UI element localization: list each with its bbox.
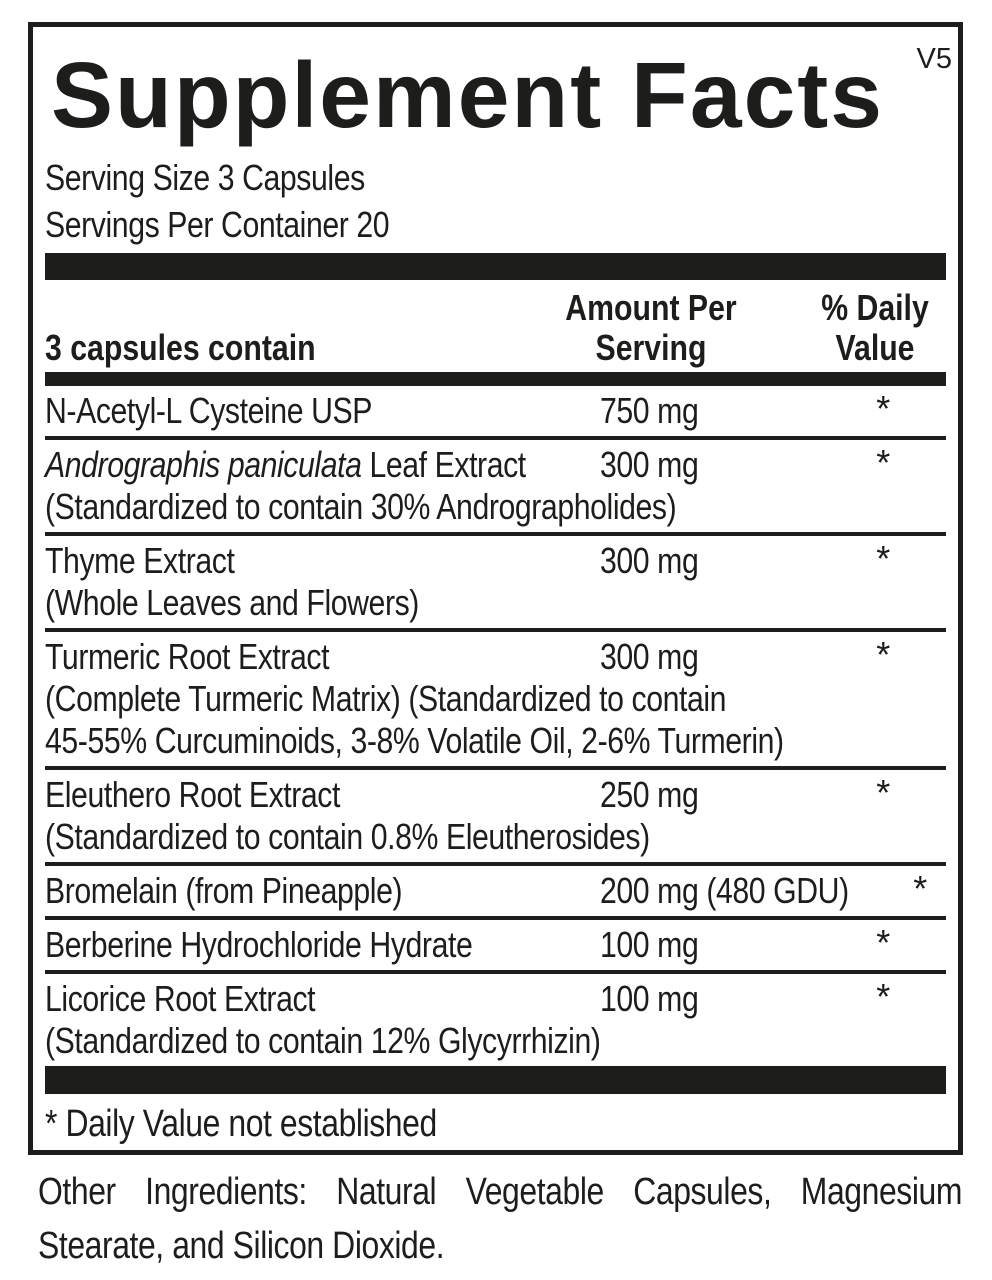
- amount-column-header: [545, 288, 757, 368]
- ingredient-name: Eleuthero Root Extract: [45, 774, 340, 815]
- other-ingredients: [38, 1165, 962, 1273]
- daily-value-cell: *: [876, 538, 890, 579]
- other-ingredients-line-1: Other Ingredients: Natural Vegetable Capsules, Magnesium: [38, 1171, 962, 1213]
- daily-value-footnote: * Daily Value not established: [45, 1103, 437, 1145]
- row-bromelain: [45, 862, 946, 916]
- amount-value: 300 mg: [600, 540, 699, 581]
- table-header-row: [45, 280, 946, 372]
- serving-size: Serving Size 3 Capsules: [45, 157, 365, 198]
- other-ingredients-line-2: Stearate, and Silicon Dioxide.: [38, 1225, 445, 1267]
- row-thyme: [45, 532, 946, 628]
- version-tag: V5: [916, 43, 952, 75]
- separator-bar-top: [45, 253, 946, 280]
- amount-value: 300 mg: [600, 636, 699, 677]
- ingredient-name: Bromelain (from Pineapple): [45, 870, 403, 911]
- daily-value-cell: *: [876, 634, 890, 675]
- row-berberine: [45, 916, 946, 970]
- ingredients-column-header: [45, 328, 367, 368]
- daily-value-cell: *: [913, 868, 927, 909]
- daily-value-cell: *: [876, 442, 890, 483]
- daily-value-cell: *: [876, 388, 890, 429]
- amount-value: 250 mg: [600, 774, 699, 815]
- ingredient-detail: (Whole Leaves and Flowers): [45, 582, 419, 623]
- daily-value-cell: *: [876, 922, 890, 963]
- separator-bar-bottom: [45, 1066, 946, 1094]
- ingredient-detail: (Complete Turmeric Matrix) (Standardized to contain: [45, 678, 727, 719]
- row-eleuthero: [45, 766, 946, 862]
- daily-value-cell: *: [876, 976, 890, 1017]
- amount-column-header-label: Amount Per Serving: [565, 287, 737, 368]
- ingredient-detail: (Standardized to contain 30% Andrographolides): [45, 486, 677, 527]
- label-title: Supplement Facts: [51, 43, 884, 147]
- amount-value: 100 mg: [600, 924, 699, 965]
- daily-value-column-header-label: % Daily Value: [821, 287, 929, 368]
- amount-value: 200 mg (480 GDU): [600, 870, 849, 911]
- ingredient-name: N-Acetyl-L Cysteine USP: [45, 390, 372, 431]
- row-n-acetyl-l-cysteine: [45, 386, 946, 436]
- daily-value-cell: *: [876, 772, 890, 813]
- amount-value: 100 mg: [600, 978, 699, 1019]
- servings-per-container: Servings Per Container 20: [45, 204, 390, 245]
- ingredient-table: [45, 386, 946, 1066]
- ingredient-name: Berberine Hydrochloride Hydrate: [45, 924, 473, 965]
- ingredient-name-rest: Leaf Extract: [361, 444, 526, 485]
- row-licorice: [45, 970, 946, 1066]
- row-andrographis: [45, 436, 946, 532]
- ingredient-name: Thyme Extract: [45, 540, 235, 581]
- ingredient-detail: 45-55% Curcuminoids, 3-8% Volatile Oil, 2-6% Turmerin): [45, 720, 784, 761]
- ingredient-detail: (Standardized to contain 12% Glycyrrhizin): [45, 1020, 601, 1061]
- daily-value-column-header: [789, 288, 961, 368]
- ingredient-name: Licorice Root Extract: [45, 978, 316, 1019]
- separator-bar-header: [45, 372, 946, 386]
- ingredient-name-latin: Andrographis paniculata: [45, 444, 362, 485]
- supplement-facts-panel: [28, 22, 963, 1155]
- row-turmeric: [45, 628, 946, 766]
- amount-value: 300 mg: [600, 444, 699, 485]
- ingredient-name: Turmeric Root Extract: [45, 636, 330, 677]
- ingredients-column-header-label: 3 capsules contain: [45, 327, 316, 368]
- serving-info: [45, 154, 946, 248]
- ingredient-detail: (Standardized to contain 0.8% Eleutherosides): [45, 816, 650, 857]
- amount-value: 750 mg: [600, 390, 699, 431]
